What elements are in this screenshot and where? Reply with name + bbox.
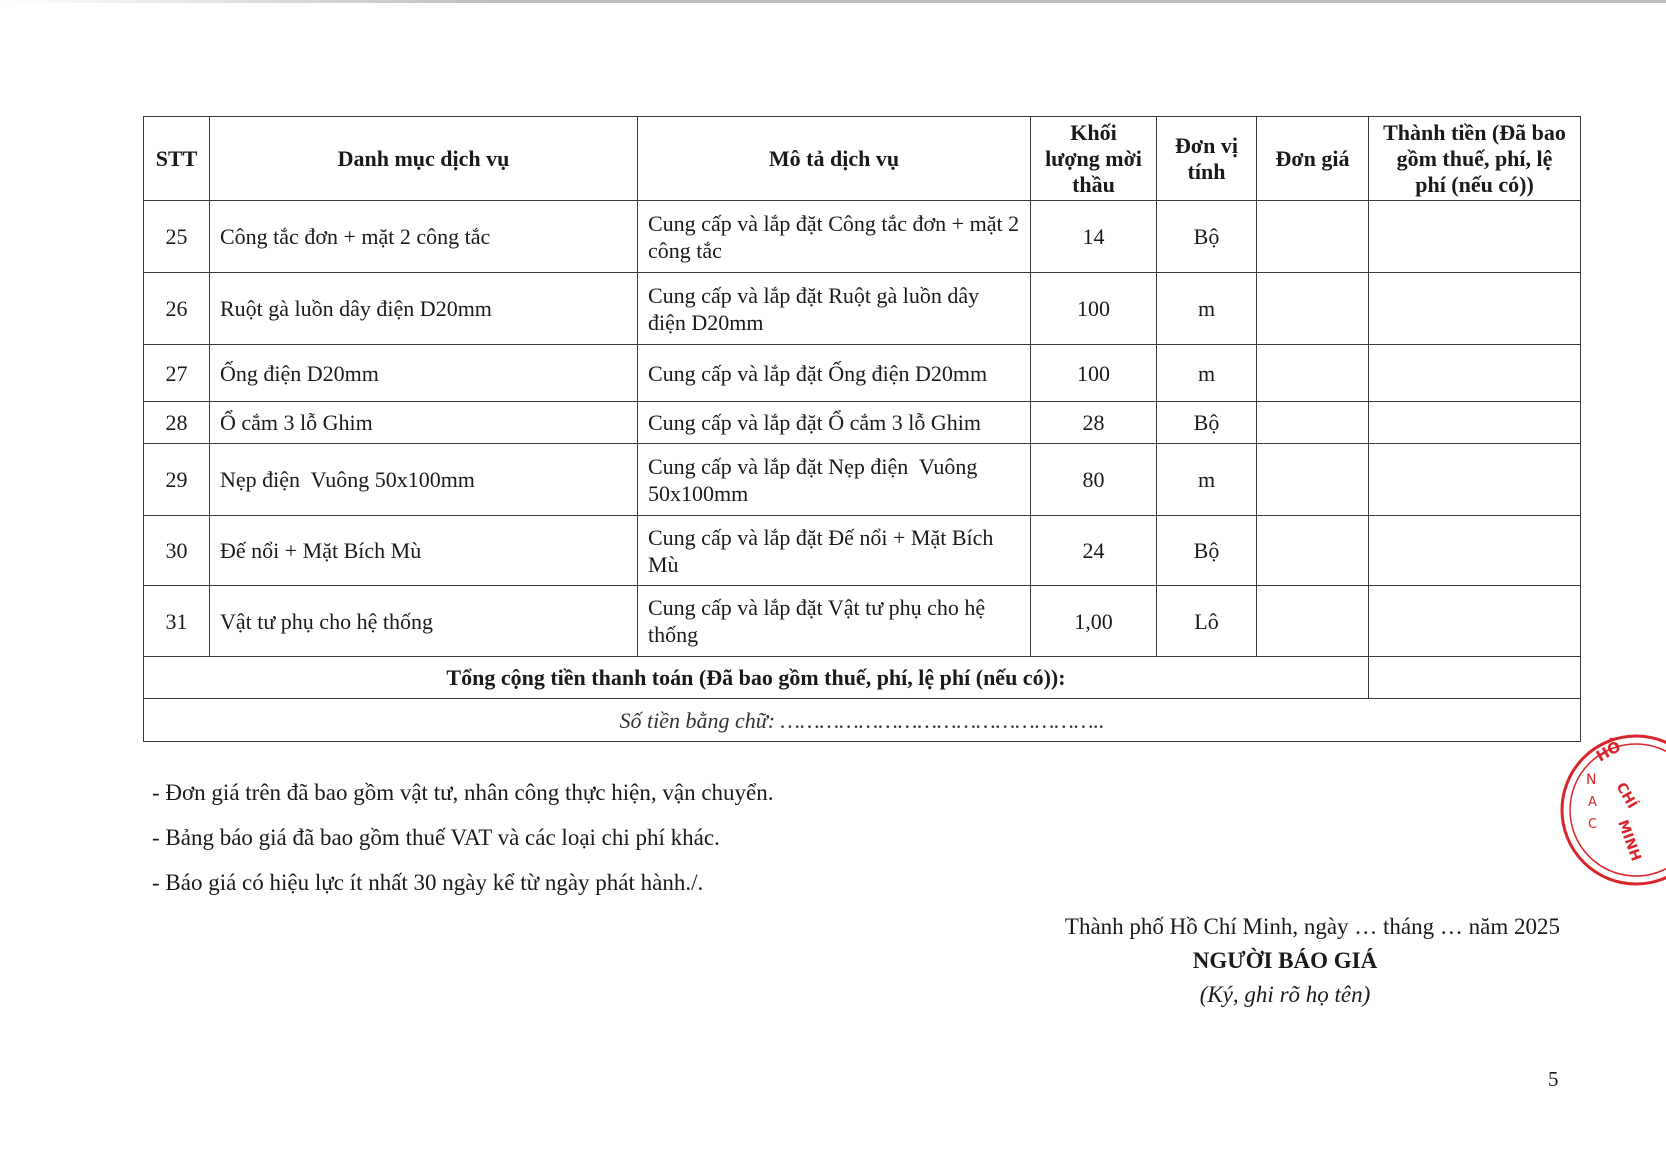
note-item: - Bảng báo giá đã bao gồm thuế VAT và các loại chi phí khác. <box>152 825 720 850</box>
note-item: - Báo giá có hiệu lực ít nhất 30 ngày kể từ ngày phát hành./. <box>152 870 704 895</box>
cell-category: Nẹp điện Vuông 50x100mm <box>210 444 638 516</box>
cell-unit: Bộ <box>1157 516 1257 586</box>
cell-unit-price <box>1257 444 1369 516</box>
svg-text:HỒ: HỒ <box>1593 737 1624 766</box>
cell-unit-price <box>1257 402 1369 444</box>
signature-block <box>985 910 1585 1012</box>
cell-unit-price <box>1257 201 1369 273</box>
cell-category: Công tắc đơn + mặt 2 công tắc <box>210 201 638 273</box>
header-description: Mô tả dịch vụ <box>638 117 1031 201</box>
cell-quantity: 80 <box>1031 444 1157 516</box>
cell-category: Ổ cắm 3 lỗ Ghim <box>210 402 638 444</box>
page-number: 5 <box>1548 1067 1559 1091</box>
cell-description: Cung cấp và lắp đặt Đế nổi + Mặt Bích Mù <box>638 516 1031 586</box>
cell-category: Ruột gà luồn dây điện D20mm <box>210 273 638 345</box>
quotation-table <box>143 116 1581 742</box>
cell-stt: 29 <box>144 444 210 516</box>
table-header-row <box>144 117 1581 201</box>
cell-category: Đế nổi + Mặt Bích Mù <box>210 516 638 586</box>
cell-category: Ống điện D20mm <box>210 345 638 402</box>
table-row <box>144 586 1581 657</box>
cell-amount <box>1369 586 1581 657</box>
header-unit: Đơn vị tính <box>1157 117 1257 201</box>
total-label: Tổng cộng tiền thanh toán (Đã bao gồm thuế, phí, lệ phí (nếu có)): <box>144 657 1369 699</box>
cell-unit: m <box>1157 273 1257 345</box>
page-top-border <box>0 0 1666 3</box>
cell-category: Vật tư phụ cho hệ thống <box>210 586 638 657</box>
cell-unit: Lô <box>1157 586 1257 657</box>
cell-unit-price <box>1257 516 1369 586</box>
cell-quantity: 14 <box>1031 201 1157 273</box>
cell-amount <box>1369 345 1581 402</box>
total-row <box>144 657 1581 699</box>
header-amount: Thành tiền (Đã bao gồm thuế, phí, lệ phí (nếu có)) <box>1369 117 1581 201</box>
signature-title: NGƯỜI BÁO GIÁ <box>1192 948 1378 973</box>
cell-description: Cung cấp và lắp đặt Nẹp điện Vuông 50x100mm <box>638 444 1031 516</box>
amount-in-words-row <box>144 699 1581 742</box>
cell-amount <box>1369 444 1581 516</box>
cell-unit: m <box>1157 444 1257 516</box>
cell-unit: Bộ <box>1157 402 1257 444</box>
table-row <box>144 273 1581 345</box>
cell-amount <box>1369 402 1581 444</box>
company-stamp <box>1558 724 1666 914</box>
cell-unit-price <box>1257 273 1369 345</box>
cell-quantity: 100 <box>1031 273 1157 345</box>
cell-unit-price <box>1257 586 1369 657</box>
cell-quantity: 28 <box>1031 402 1157 444</box>
amount-in-words: Số tiền bằng chữ: ………………………………………….. <box>144 699 1581 742</box>
cell-amount <box>1369 201 1581 273</box>
total-value <box>1369 657 1581 699</box>
cell-stt: 26 <box>144 273 210 345</box>
table-row <box>144 201 1581 273</box>
svg-text:MINH: MINH <box>1614 817 1644 864</box>
header-stt: STT <box>144 117 210 201</box>
signature-date-line: Thành phố Hồ Chí Minh, ngày … tháng … năm 2025 <box>1064 914 1560 939</box>
notes-list <box>152 770 774 905</box>
cell-description: Cung cấp và lắp đặt Ổ cắm 3 lỗ Ghim <box>638 402 1031 444</box>
signature-note: (Ký, ghi rõ họ tên) <box>1199 982 1371 1007</box>
cell-description: Cung cấp và lắp đặt Ruột gà luồn dây điện D20mm <box>638 273 1031 345</box>
table-row <box>144 345 1581 402</box>
svg-text:A: A <box>1588 795 1597 810</box>
header-category: Danh mục dịch vụ <box>210 117 638 201</box>
svg-text:C: C <box>1588 817 1598 832</box>
cell-stt: 28 <box>144 402 210 444</box>
cell-amount <box>1369 516 1581 586</box>
cell-unit: m <box>1157 345 1257 402</box>
cell-description: Cung cấp và lắp đặt Công tắc đơn + mặt 2 công tắc <box>638 201 1031 273</box>
cell-unit-price <box>1257 345 1369 402</box>
cell-stt: 27 <box>144 345 210 402</box>
cell-unit: Bộ <box>1157 201 1257 273</box>
table-row <box>144 402 1581 444</box>
cell-stt: 25 <box>144 201 210 273</box>
table-row <box>144 516 1581 586</box>
table-row <box>144 444 1581 516</box>
header-quantity: Khối lượng mời thầu <box>1031 117 1157 201</box>
cell-description: Cung cấp và lắp đặt Vật tư phụ cho hệ thống <box>638 586 1031 657</box>
header-unit-price: Đơn giá <box>1257 117 1369 201</box>
cell-stt: 30 <box>144 516 210 586</box>
cell-quantity: 24 <box>1031 516 1157 586</box>
cell-description: Cung cấp và lắp đặt Ống điện D20mm <box>638 345 1031 402</box>
cell-stt: 31 <box>144 586 210 657</box>
stamp-seal-icon <box>1558 724 1666 914</box>
cell-amount <box>1369 273 1581 345</box>
note-item: - Đơn giá trên đã bao gồm vật tư, nhân công thực hiện, vận chuyển. <box>152 780 774 805</box>
cell-quantity: 100 <box>1031 345 1157 402</box>
svg-text:CHÍ: CHÍ <box>1612 780 1640 812</box>
svg-text:N: N <box>1586 772 1597 788</box>
cell-quantity: 1,00 <box>1031 586 1157 657</box>
